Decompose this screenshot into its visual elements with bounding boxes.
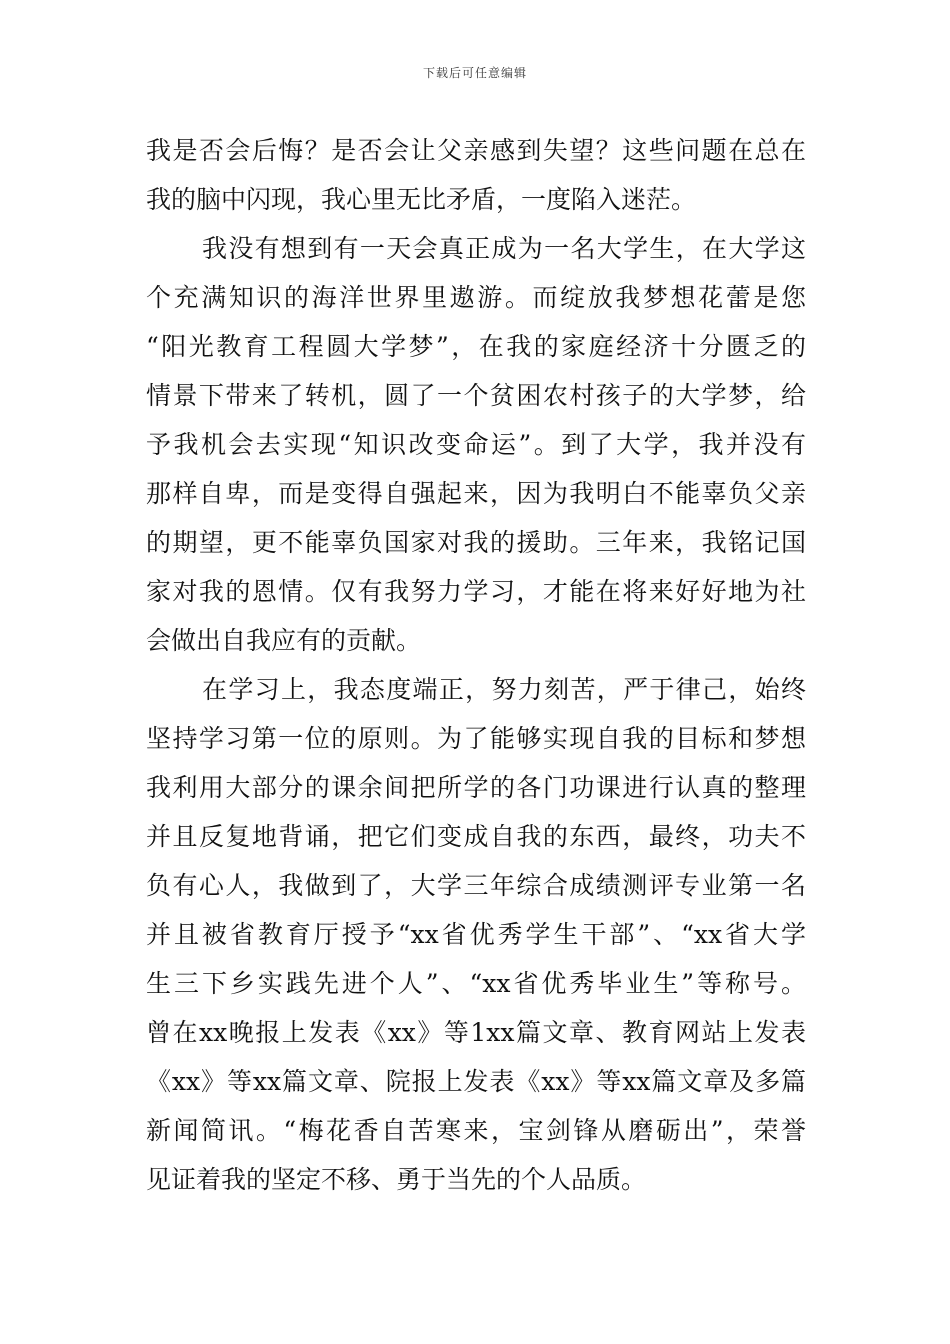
text-line: 我利用大部分的课余间把所学的各门功课进行认真的整理 — [146, 773, 806, 802]
text-line: 的期望，更不能辜负国家对我的援助。三年来，我铭记国 — [146, 528, 806, 557]
text-line: 我的脑中闪现，我心里无比矛盾，一度陷入迷茫。 — [146, 185, 697, 214]
text-line: 见证着我的坚定不移、勇于当先的个人品质。 — [146, 1165, 647, 1194]
text-line: 个充满知识的海洋世界里遨游。而绽放我梦想花蕾是您 — [146, 283, 806, 312]
text-line: “阳光教育工程圆大学梦”，在我的家庭经济十分匮乏的 — [146, 332, 806, 361]
document-body — [146, 126, 806, 1204]
text-line: 并且反复地背诵，把它们变成自我的东西，最终，功夫不 — [146, 822, 806, 851]
text-line: 我是否会后悔？是否会让父亲感到失望？这些问题在总在 — [146, 136, 806, 165]
text-line: 并且被省教育厅授予“xx省优秀学生干部”、“xx省大学 — [146, 920, 806, 949]
text-line: 予我机会去实现“知识改变命运”。到了大学，我并没有 — [146, 430, 806, 459]
text-line: 曾在xx晚报上发表《xx》等1xx篇文章、教育网站上发表 — [146, 1018, 806, 1047]
text-line: 家对我的恩情。仅有我努力学习，才能在将来好好地为社 — [146, 577, 806, 606]
text-line: 那样自卑，而是变得自强起来，因为我明白不能辜负父亲 — [146, 479, 806, 508]
text-line: 会做出自我应有的贡献。 — [146, 626, 422, 655]
text-line: 坚持学习第一位的原则。为了能够实现自我的目标和梦想 — [146, 724, 806, 753]
text-line: 负有心人，我做到了，大学三年综合成绩测评专业第一名 — [146, 871, 806, 900]
paragraph-first-line: 在学习上，我态度端正，努力刻苦，严于律己，始终 — [202, 675, 806, 704]
text-line: 情景下带来了转机，圆了一个贫困农村孩子的大学梦，给 — [146, 381, 806, 410]
text-line: 《xx》等xx篇文章、院报上发表《xx》等xx篇文章及多篇 — [146, 1067, 806, 1096]
page-header-note: 下载后可任意编辑 — [422, 66, 527, 80]
text-line: 新闻简讯。“梅花香自苦寒来，宝剑锋从磨砺出”，荣誉 — [146, 1116, 806, 1145]
paragraph-first-line: 我没有想到有一天会真正成为一名大学生，在大学这 — [202, 234, 806, 263]
text-line: 生三下乡实践先进个人”、“xx省优秀毕业生”等称号。 — [146, 969, 806, 998]
